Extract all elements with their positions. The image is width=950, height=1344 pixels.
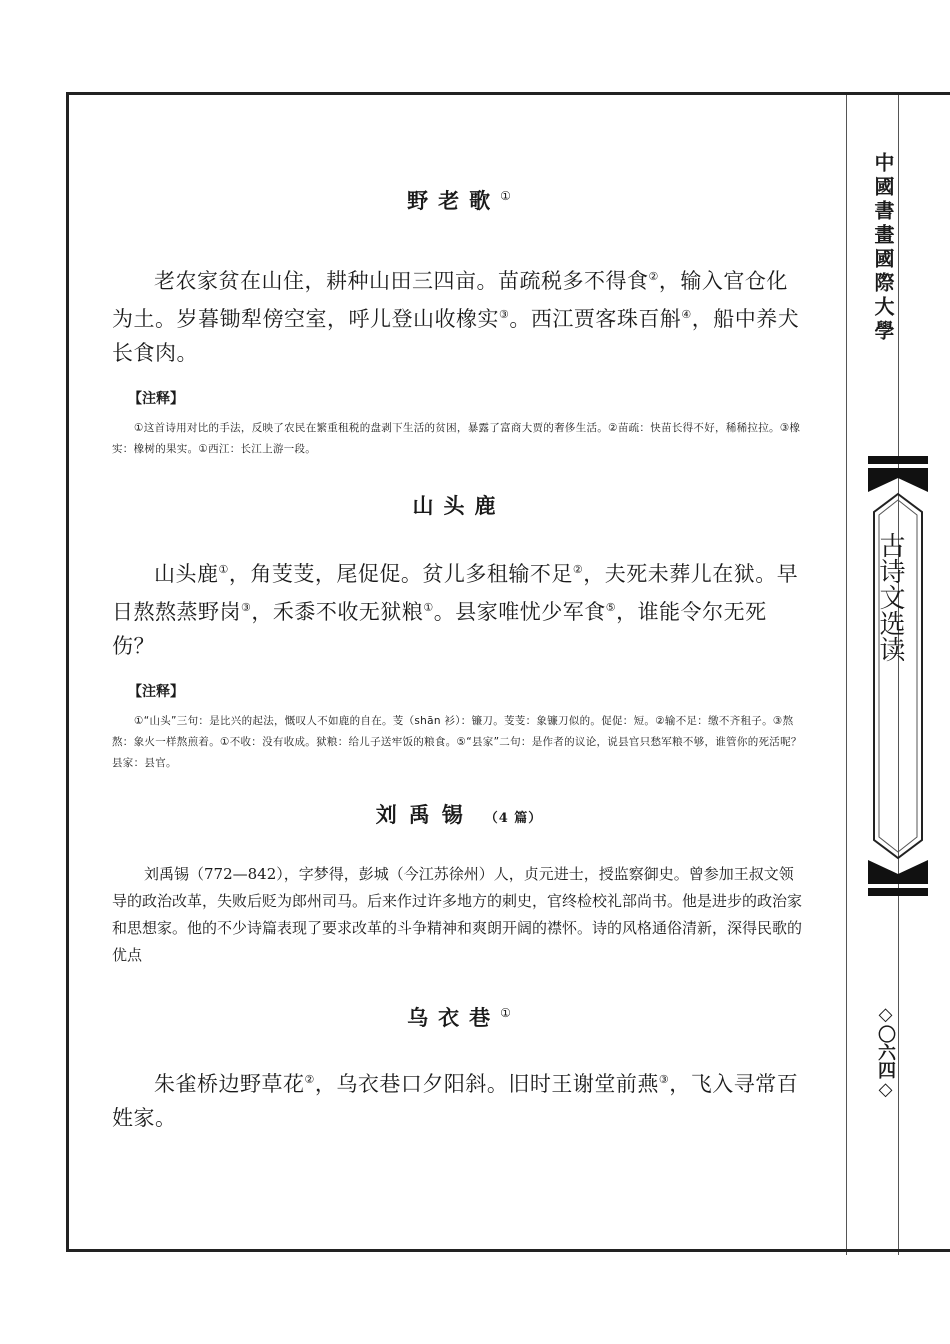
- author-poem-count: （4 篇）: [484, 811, 543, 826]
- poem-line-text: ，乌衣巷口夕阳斜。旧时王谢堂前燕: [314, 1072, 659, 1096]
- footnote-marker: ③: [241, 601, 252, 614]
- poem-line-text: ，飞入寻常百姓家。: [112, 1072, 799, 1130]
- footnote-marker: ①: [218, 563, 229, 576]
- note-heading: 【注释】: [128, 391, 184, 407]
- poem-line-text: ，禾黍不收无狱粮: [251, 600, 424, 624]
- side-rule: [846, 92, 847, 1255]
- author-heading: [112, 804, 806, 825]
- poem-line-text: ，输入官仓化为土。岁暮锄犁傍空室，呼儿登山收橡实: [112, 269, 788, 331]
- poem-line-text: ，船中养犬长食肉。: [112, 307, 800, 365]
- page-number: ◇〇六四◇: [875, 1004, 896, 1100]
- footnote-marker: ②: [648, 270, 659, 283]
- poem-line-text: 老农家贫在山住，耕种山田三四亩。苗疏税多不得食: [154, 269, 649, 293]
- author-name: 刘禹锡: [375, 802, 475, 827]
- footnote-marker: ③: [499, 308, 510, 321]
- poem-title: 野老歌①: [407, 189, 511, 213]
- poem-title: 乌衣巷①: [407, 1006, 511, 1030]
- footnote-marker: ⑤: [605, 601, 617, 614]
- footnote-marker: ②: [572, 563, 584, 576]
- footnote-marker: ①: [423, 601, 434, 614]
- poem-text: [112, 1063, 806, 1135]
- poem-line-text: ，角芰芰，尾促促。贫儿多租输不足: [228, 562, 573, 586]
- poem-text: [112, 553, 806, 663]
- poem-line-text: ，夫死未葬儿在狱。早日熬熬蒸野岗: [112, 562, 799, 624]
- bottom-rule: [846, 1249, 950, 1252]
- poem-line-text: 。西江贾客珠百斛: [509, 307, 682, 331]
- poem-line-text: 。县家唯忧少军食: [433, 600, 606, 624]
- poem-line-text: 朱雀桥边野草花: [154, 1072, 305, 1096]
- poem-line-text: 山头鹿: [154, 562, 219, 586]
- footnote-marker: ②: [304, 1073, 315, 1086]
- poem-title: 山头鹿: [412, 494, 506, 518]
- book-title: 古诗文选读: [875, 532, 905, 662]
- footnote-marker: ④: [681, 308, 692, 321]
- poem-line-text: ，谁能令尔无死伤？: [112, 600, 767, 658]
- note-text: ①这首诗用对比的手法，反映了农民在繁重租税的盘剥下生活的贫困，暴露了富商大贾的奢侈生活。②苗疏：快苗长得不好，稀稀拉拉。③橡实：橡树的果实。①西江：长江上游一段。: [112, 422, 801, 455]
- note-heading: 【注释】: [128, 684, 184, 700]
- book-title-frame-decoration: [860, 456, 940, 896]
- poem-text: [112, 260, 806, 370]
- top-rule: [846, 92, 950, 95]
- author-bio: 刘禹锡（772—842），字梦得，彭城（今江苏徐州）人，贞元进士，授监察御史。曾参加王叔文领导的政治改革，失败后贬为郎州司马。后来作过许多地方的刺史，官终检校礼部尚书。他是进步的政治家和思想家。他的不少诗篇表现了要求改革的斗争精神和爽朗开阔的襟怀。诗的风格通俗清新，深得民歌的优点: [112, 865, 803, 964]
- series-title: 中國書畫國際大學: [871, 152, 895, 344]
- footnote-marker: ③: [658, 1073, 670, 1086]
- note-text: ①“山头”三句：是比兴的起法，慨叹人不如鹿的自在。芰（shān 衫）：镰刀。芰芰：象镰刀似的。促促：短。②输不足：缴不齐租子。③熬熬：象火一样熬煎着。①不收：没有收成。狱粮：给儿子送牢饭的粮食。⑤“县家”二句：是作者的议论，说县官只愁军粮不够，谁管你的死活呢？县家：县官。: [112, 715, 802, 769]
- page-content: [112, 190, 806, 1135]
